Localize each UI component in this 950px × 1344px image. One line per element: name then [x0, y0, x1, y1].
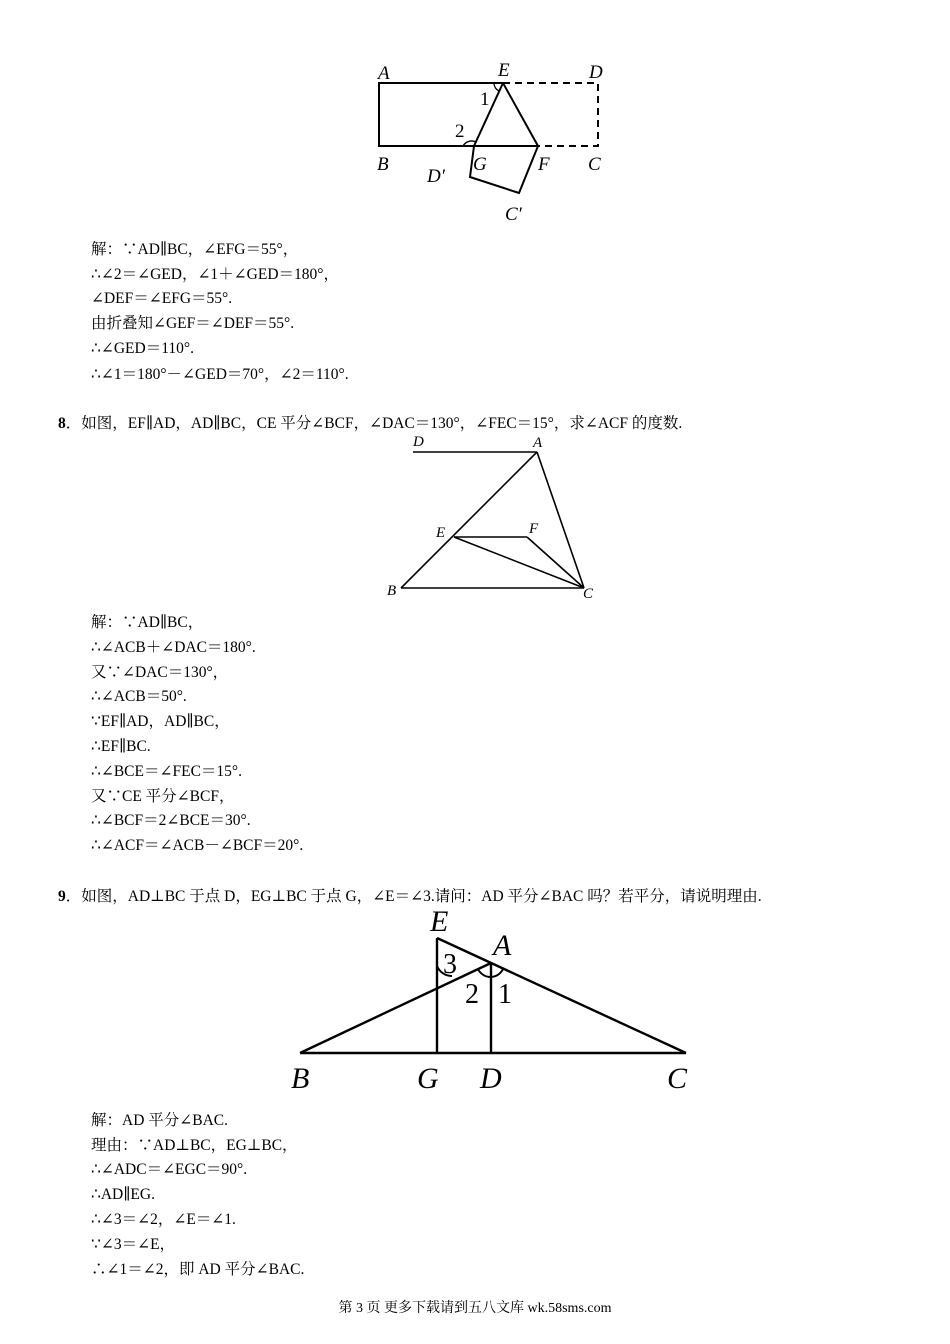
solution-line: ∴∠GED＝110°. — [91, 340, 194, 357]
segment-EF — [503, 83, 538, 146]
angle2-arc — [478, 969, 491, 977]
label-F: F — [529, 521, 539, 537]
solution-line: 解：AD 平分∠BAC. — [91, 1112, 228, 1129]
solution-line: ∴EF∥BC. — [91, 738, 151, 755]
label-angle-2: 2 — [465, 979, 479, 1010]
label-C: C — [667, 1062, 688, 1095]
solution-line: ∴∠ACF＝∠ACB－∠BCF＝20°. — [91, 837, 304, 854]
segment-AB — [401, 452, 537, 588]
solution-line: ∴∠2＝∠GED，∠1＋∠GED＝180°， — [91, 266, 339, 283]
label-D: D — [413, 434, 424, 450]
label-C: C — [588, 154, 601, 175]
page-footer: 第 3 页 更多下载请到五八文库 wk.58sms.com — [338, 1301, 612, 1316]
question-number: 8 — [58, 415, 66, 432]
label-A: A — [378, 63, 390, 84]
label-A: A — [493, 929, 512, 962]
label-F: F — [538, 154, 550, 175]
label-E: E — [498, 60, 510, 81]
label-B: B — [291, 1062, 310, 1095]
label-B: B — [387, 583, 397, 599]
solution-line: 又∵∠DAC＝130°， — [91, 664, 229, 681]
solution-line: ∴AD∥EG. — [91, 1186, 155, 1203]
solution-line: ∠DEF＝∠EFG＝55°. — [91, 290, 233, 307]
label-angle-2: 2 — [455, 121, 465, 142]
solution-line: ∴∠1＝180°－∠GED＝70°，∠2＝110°. — [91, 366, 349, 383]
label-E: E — [430, 905, 449, 938]
solution-line: 解：∵AD∥BC， — [91, 614, 204, 631]
question-number: 9 — [58, 888, 66, 905]
label-E: E — [436, 525, 446, 541]
angle1-arc — [491, 969, 503, 977]
angle1-arc — [494, 83, 499, 91]
question-text: ．如图，AD⊥BC 于点 D，EG⊥BC 于点 G，∠E＝∠3.请问：AD 平分∠BAC 吗？若平分，请说明理由. — [65, 888, 762, 905]
figure-angle-bisector — [285, 900, 705, 1100]
figure-folded-rectangle — [370, 55, 640, 230]
label-C-prime: C′ — [505, 204, 522, 225]
solution-line: 解：∵AD∥BC，∠EFG＝55°， — [91, 241, 299, 258]
solution-line: ∵EF∥AD，AD∥BC， — [91, 713, 230, 730]
solution-line: ∴∠ACB＋∠DAC＝180°. — [91, 639, 256, 656]
label-D: D — [589, 62, 603, 83]
solution-line: ∴∠1＝∠2，即 AD 平分∠BAC. — [91, 1261, 305, 1278]
solution-line: ∴∠ACB＝50°. — [91, 688, 187, 705]
figure-triangle-parallel — [380, 430, 610, 605]
label-angle-1: 1 — [480, 89, 490, 110]
solution-line: ∴∠3＝∠2，∠E＝∠1. — [91, 1211, 236, 1228]
dashed-original-part — [503, 83, 598, 146]
solution-line: 又∵CE 平分∠BCF， — [91, 788, 235, 805]
solution-line: 由折叠知∠GEF＝∠DEF＝55°. — [91, 315, 295, 332]
label-angle-1: 1 — [498, 979, 512, 1010]
label-G: G — [473, 154, 487, 175]
segment-BA — [300, 963, 491, 1053]
label-C: C — [583, 586, 594, 602]
solution-line: 理由：∵AD⊥BC，EG⊥BC， — [91, 1137, 298, 1154]
label-B: B — [377, 154, 389, 175]
segment-EC — [454, 537, 584, 588]
solution-line: ∵∠3＝∠E， — [91, 1236, 176, 1253]
label-D: D — [480, 1062, 502, 1095]
solution-line: ∴∠BCE＝∠FEC＝15°. — [91, 763, 242, 780]
solution-line: ∴∠BCF＝2∠BCE＝30°. — [91, 812, 251, 829]
label-D-prime: D′ — [427, 166, 445, 187]
label-angle-3: 3 — [443, 949, 457, 980]
label-A: A — [533, 435, 543, 451]
label-G: G — [417, 1062, 439, 1095]
solution-line: ∴∠ADC＝∠EGC＝90°. — [91, 1161, 248, 1178]
question-text: ．如图，EF∥AD，AD∥BC，CE 平分∠BCF，∠DAC＝130°，∠FEC＝15°，求∠ACF 的度数. — [65, 415, 683, 432]
